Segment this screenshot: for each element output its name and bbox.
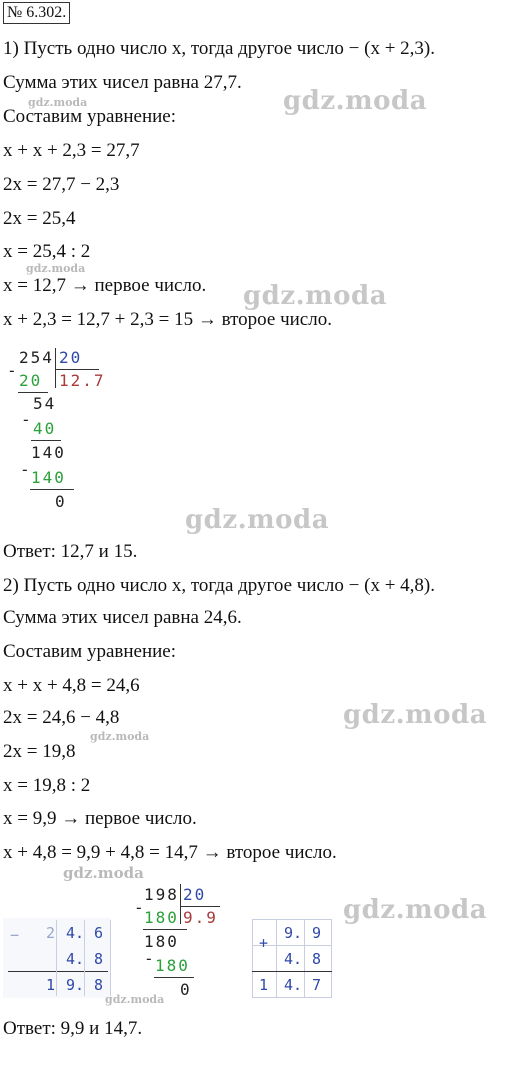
part2-equation-6: x + 4,8 = 9,9 + 4,8 = 14,7 → второе число.: [3, 842, 337, 863]
add-mid-2: 8: [312, 950, 322, 968]
watermark-5: gdz.moda: [343, 895, 488, 925]
add-grid-row-3: [252, 997, 332, 998]
part2-answer: Ответ: 9,9 и 14,7.: [3, 1018, 143, 1039]
div2-minus-1: -: [134, 898, 146, 917]
div2-remainder-1: 180: [144, 932, 179, 951]
sub-grid-col-2: [84, 920, 85, 996]
sub-result-line: [8, 971, 108, 972]
watermark-2: gdz.moda: [243, 281, 388, 311]
part2-equation-3: 2x = 19,8: [3, 741, 76, 762]
div1-subtrahend-3: 140: [31, 468, 66, 487]
part2-line-3: Составим уравнение:: [3, 641, 177, 662]
watermark-small-1: gdz.moda: [28, 96, 88, 109]
add-bottom-1: 1: [259, 976, 269, 994]
div2-quotient: 9.9: [183, 908, 218, 927]
div1-subtrahend-1: 20: [19, 371, 43, 390]
part2-equation-2: 2x = 24,6 − 4,8: [3, 707, 120, 728]
sub-top-1: 2: [46, 924, 56, 942]
part1-equation-5: x = 12,7 → первое число.: [3, 275, 207, 296]
part2-line-2: Сумма этих чисел равна 24,6.: [3, 607, 242, 628]
exercise-number: № 6.302.: [3, 2, 70, 24]
sub-bottom-2: 9.: [66, 976, 85, 994]
div2-bracket-vertical: [180, 884, 181, 924]
add-result-line: [252, 971, 332, 972]
div1-minus-1: -: [7, 361, 19, 380]
add-bottom-2: 4.: [284, 976, 303, 994]
watermark-3: gdz.moda: [185, 505, 330, 535]
part1-equation-6: x + 2,3 = 12,7 + 2,3 = 15 → второе число.: [3, 309, 332, 330]
part1-line-1: 1) Пусть одно число x, тогда другое число − (x + 2,3).: [3, 38, 435, 59]
part1-answer: Ответ: 12,7 и 15.: [3, 541, 138, 562]
div1-bracket-vertical: [55, 348, 56, 388]
div1-remainder-1: 54: [33, 394, 57, 413]
part1-line-3: Составим уравнение:: [3, 106, 177, 127]
sub-top-2: 4.: [66, 924, 85, 942]
add-grid-col-0: [252, 919, 253, 997]
sub-bottom-3: 8: [94, 976, 104, 994]
div1-remainder-3: 0: [55, 492, 67, 511]
div2-line-2: [154, 977, 194, 978]
part1-equation-2: 2x = 27,7 − 2,3: [3, 174, 120, 195]
div2-divisor: 20: [183, 885, 207, 904]
part2-line-1: 2) Пусть одно число x, тогда другое число − (x + 4,8).: [3, 575, 435, 596]
watermark-small-2: gdz.moda: [26, 262, 86, 275]
sub-mid-1: 4.: [66, 950, 85, 968]
sub-bottom-1: 1: [46, 976, 56, 994]
div1-remainder-2: 140: [31, 443, 66, 462]
add-grid-row-0: [252, 919, 332, 920]
div2-dividend: 198: [144, 885, 179, 904]
div1-dividend: 254: [19, 348, 54, 367]
part2-equation-4: x = 19,8 : 2: [3, 775, 91, 796]
sub-top-3: 6: [94, 924, 104, 942]
part1-line-2: Сумма этих чисел равна 27,7.: [3, 72, 242, 93]
div2-remainder-2: 0: [180, 980, 192, 999]
watermark-1: gdz.moda: [283, 86, 428, 116]
watermark-4: gdz.moda: [343, 700, 488, 730]
div2-line-1: [143, 929, 187, 930]
part2-equation-5: x = 9,9 → первое число.: [3, 808, 197, 829]
add-sign: +: [259, 934, 269, 952]
sub-grid-col-3: [110, 920, 111, 996]
add-top-1: 9.: [284, 924, 303, 942]
sub-mid-2: 8: [94, 950, 104, 968]
div2-bracket-horizontal: [180, 906, 220, 907]
sub-sign: −: [10, 926, 20, 944]
div1-subtrahend-2: 40: [33, 419, 57, 438]
div1-bracket-horizontal: [55, 369, 99, 370]
div1-minus-3: -: [20, 460, 32, 479]
div1-quotient: 12.7: [59, 371, 106, 390]
div2-subtrahend-1: 180: [144, 908, 179, 927]
watermark-small-3: gdz.moda: [90, 730, 150, 743]
part2-equation-1: x + x + 4,8 = 24,6: [3, 675, 140, 696]
add-grid-col-2: [304, 919, 305, 997]
div2-subtrahend-2: 180: [155, 956, 190, 975]
add-grid-col-3: [331, 919, 332, 997]
sub-grid-col-1: [56, 920, 57, 996]
add-bottom-3: 7: [312, 976, 322, 994]
watermark-small-5: gdz.moda: [105, 993, 165, 1006]
watermark-small-4: gdz.moda: [63, 864, 144, 882]
div1-line-1: [18, 392, 48, 393]
div1-divisor: 20: [59, 348, 83, 367]
part1-equation-4: x = 25,4 : 2: [3, 241, 91, 262]
div1-line-2: [31, 440, 61, 441]
add-top-2: 9: [312, 924, 322, 942]
add-mid-1: 4.: [284, 950, 303, 968]
div2-minus-2: -: [144, 949, 156, 968]
add-grid-col-1: [276, 919, 277, 997]
div1-minus-2: -: [21, 410, 33, 429]
div1-line-3: [30, 489, 74, 490]
part1-equation-3: 2x = 25,4: [3, 208, 76, 229]
part1-equation-1: x + x + 2,3 = 27,7: [3, 140, 140, 161]
